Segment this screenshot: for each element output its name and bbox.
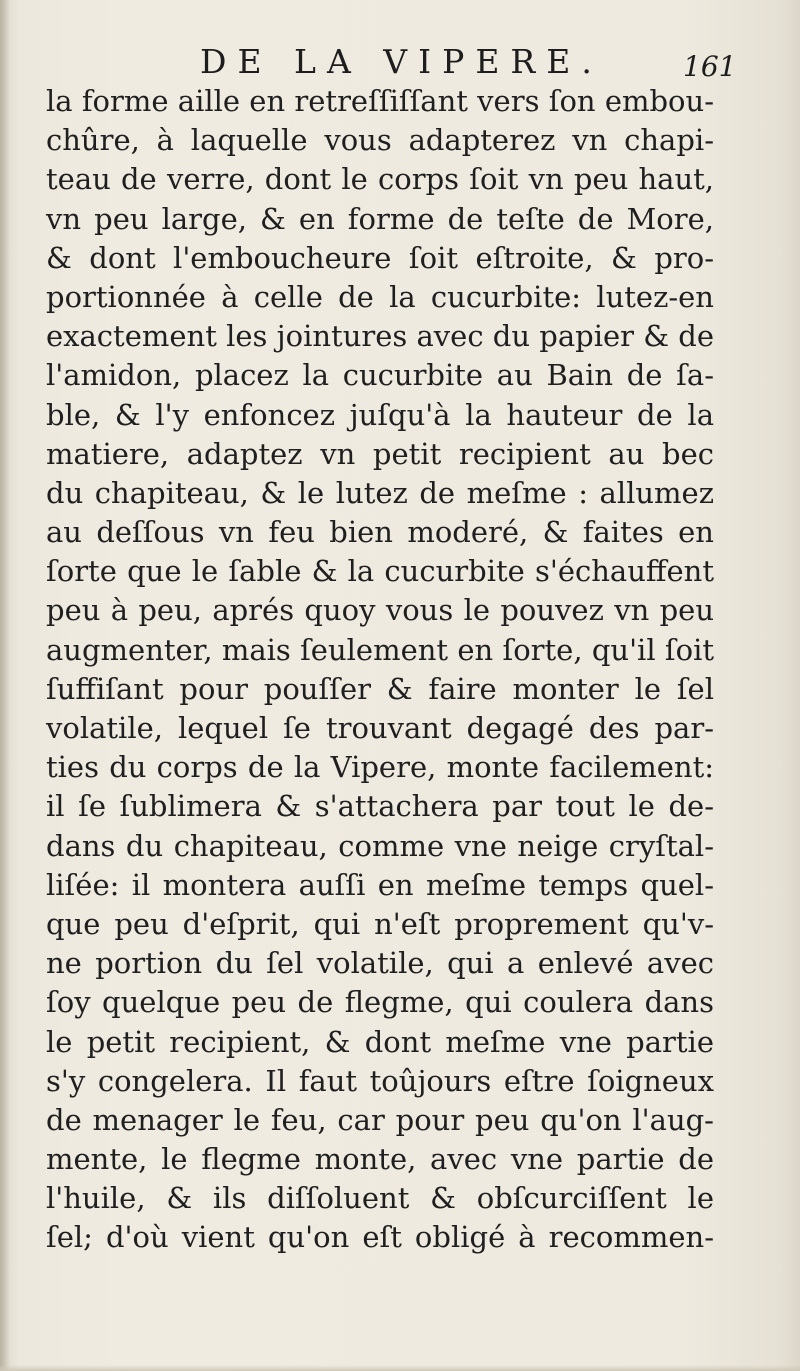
page-number: 161 [683, 50, 737, 83]
text-line: chûre, à laquelle vous adapterez vn chapi- [46, 123, 714, 158]
text-line: au deſſous vn feu bien moderé, & faites en [46, 515, 714, 550]
text-line: liſée: il montera auſſi en meſme temps quel- [46, 867, 714, 902]
text-line: du chapiteau, & le lutez de meſme : allumez [46, 475, 714, 510]
text-line: ſorte que le ſable & la cucurbite s'échauffent [46, 554, 714, 589]
text-line: ties du corps de la Vipere, monte facilement: [46, 750, 714, 785]
text-line: exactement les jointures avec du papier & de [46, 319, 714, 354]
text-line: augmenter, mais ſeulement en ſorte, qu'il ſoit [46, 632, 714, 667]
text-line: ble, & l'y enfoncez juſqu'à la hauteur de la [46, 397, 714, 432]
text-line: ne portion du ſel volatile, qui a enlevé avec [46, 946, 714, 981]
gutter-shadow [0, 0, 10, 1371]
text-line: mente, le flegme monte, avec vne partie de [46, 1142, 714, 1177]
text-line: peu à peu, aprés quoy vous le pouvez vn peu [46, 593, 714, 628]
text-line: s'y congelera. Il faut toûjours eſtre ſoigneux [46, 1063, 714, 1098]
text-line: portionnée à celle de la cucurbite: lutez-en [46, 279, 714, 314]
text-line: vn peu large, & en forme de teſte de More, [46, 201, 714, 236]
text-line: volatile, lequel ſe trouvant degagé des par- [46, 711, 714, 745]
text-line: teau de verre, dont le corps ſoit vn peu haut, [46, 162, 714, 197]
text-line: de menager le feu, car pour peu qu'on l'aug- [46, 1102, 714, 1137]
text-line: dans du chapiteau, comme vne neige cryſtal- [46, 828, 714, 863]
text-line: & dont l'emboucheure ſoit eſtroite, & pro- [46, 240, 714, 275]
text-line: que peu d'eſprit, qui n'eſt proprement qu'v- [46, 906, 714, 941]
text-line: l'huile, & ils diſſoluent & obſcurciſſent le [46, 1181, 714, 1216]
text-line: le petit recipient, & dont meſme vne partie [46, 1024, 714, 1059]
text-line: ſoy quelque peu de flegme, qui coulera dans [46, 985, 714, 1020]
text-line: matiere, adaptez vn petit recipient au bec [46, 436, 714, 471]
text-line: l'amidon, placez la cucurbite au Bain de ſa- [46, 358, 714, 393]
text-line: ſuffiſant pour pouſſer & faire monter le ſel [46, 671, 714, 706]
text-line: il ſe ſublimera & s'attachera par tout le de- [46, 789, 714, 824]
text-line: la forme aille en retreſſiſſant vers ſon embou- [46, 84, 714, 118]
page-bottom-edge [0, 1365, 800, 1371]
body-text [46, 82, 714, 1258]
text-line: ſel; d'où vient qu'on eſt obligé à recommen- [46, 1220, 714, 1255]
running-title: DE LA VIPERE. [200, 42, 603, 81]
